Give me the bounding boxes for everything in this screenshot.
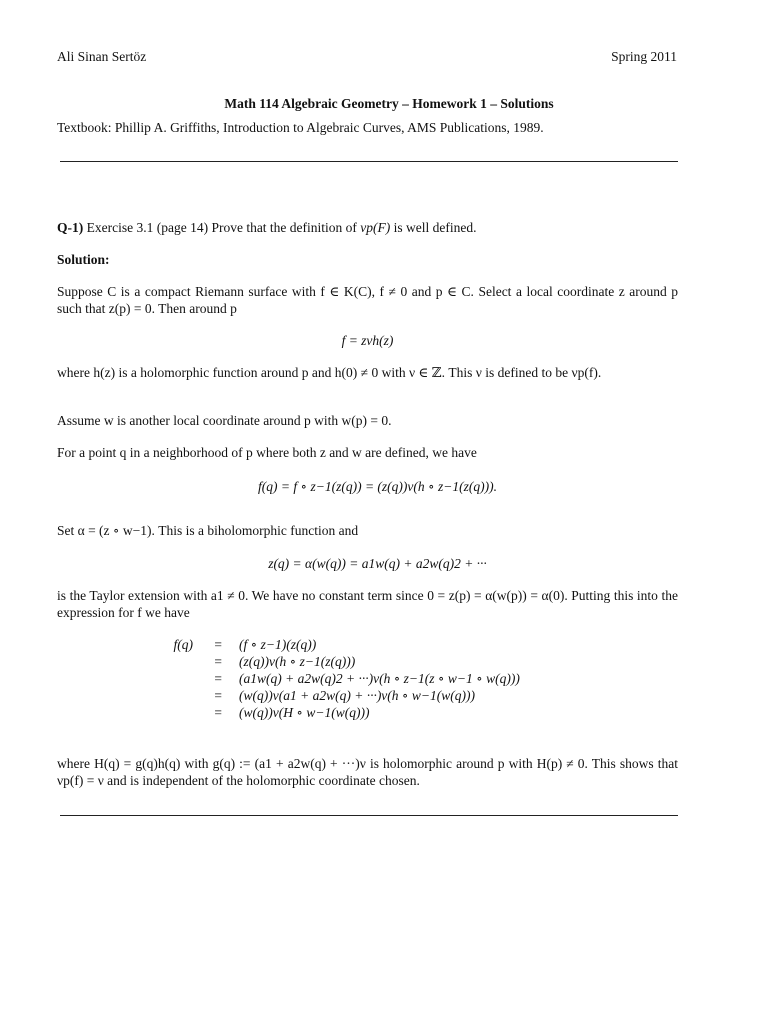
- aligned-row: [163, 670, 520, 687]
- paragraph-3: Assume w is another local coordinate around p with w(p) = 0.: [57, 413, 392, 428]
- aligned-row: [163, 687, 520, 704]
- question-suffix: is well defined.: [390, 220, 477, 235]
- aligned-row: [163, 636, 520, 653]
- question-label: Q-1): [57, 220, 84, 235]
- aligned-rhs: (f ∘ z−1)(z(q)): [239, 637, 317, 652]
- paragraph-6: is the Taylor extension with a1 ≠ 0. We have no constant term since 0 = z(p) = α(w(p)) = α(0). Putting this into the expression for f we have: [57, 588, 678, 620]
- bottom-divider: [60, 815, 678, 816]
- document-title: Math 114 Algebraic Geometry – Homework 1 – Solutions: [224, 96, 554, 111]
- equation-3: z(q) = α(w(q)) = a1w(q) + a2w(q)2 + ···: [268, 556, 487, 571]
- aligned-lhs: f(q): [173, 637, 193, 652]
- aligned-rhs: (w(q))ν(a1 + a2w(q) + ···)ν(h ∘ w−1(w(q))): [239, 688, 476, 703]
- equation-2: f(q) = f ∘ z−1(z(q)) = (z(q))ν(h ∘ z−1(z(q))).: [258, 479, 497, 494]
- aligned-row: [163, 704, 520, 721]
- paragraph-2: where h(z) is a holomorphic function around p and h(0) ≠ 0 with ν ∈ ℤ. This ν is defined to be νp(f).: [57, 365, 602, 380]
- question-line: [57, 219, 678, 236]
- equals-sign: =: [213, 654, 223, 669]
- question-math: νp(F): [360, 220, 391, 235]
- aligned-equation: [163, 636, 520, 721]
- aligned-rhs: (a1w(q) + a2w(q)2 + ···)ν(h ∘ z−1(z ∘ w−1 ∘ w(q))): [239, 671, 520, 686]
- question-text: Exercise 3.1 (page 14) Prove that the definition of: [86, 220, 361, 235]
- equals-sign: =: [213, 637, 223, 652]
- paragraph-7: where H(q) = g(q)h(q) with g(q) := (a1 + a2w(q) + ···)ν is holomorphic around p with H(p) ≠ 0. This shows that νp(f) = ν and is independent of the holomorphic coordinate chosen.: [57, 756, 678, 788]
- author-name: Ali Sinan Sertöz: [57, 49, 147, 64]
- equals-sign: =: [213, 671, 223, 686]
- term-label: Spring 2011: [611, 49, 677, 64]
- equals-sign: =: [213, 688, 223, 703]
- paragraph-1: Suppose C is a compact Riemann surface with f ∈ K(C), f ≠ 0 and p ∈ C. Select a local coordinate z around p such that z(p) = 0. Then around p: [57, 284, 678, 316]
- aligned-row: [163, 653, 520, 670]
- aligned-rhs: (z(q))ν(h ∘ z−1(z(q))): [239, 654, 356, 669]
- paragraph-4: For a point q in a neighborhood of p where both z and w are defined, we have: [57, 445, 477, 460]
- equation-1: f = zνh(z): [341, 333, 394, 348]
- textbook-reference: Textbook: Phillip A. Griffiths, Introduction to Algebraic Curves, AMS Publications, 1989.: [57, 120, 544, 135]
- equals-sign: =: [213, 705, 223, 720]
- top-divider: [60, 161, 678, 162]
- aligned-rhs: (w(q))ν(H ∘ w−1(w(q))): [239, 705, 370, 720]
- paragraph-5: Set α = (z ∘ w−1). This is a biholomorphic function and: [57, 523, 359, 538]
- solution-label: Solution:: [57, 252, 110, 267]
